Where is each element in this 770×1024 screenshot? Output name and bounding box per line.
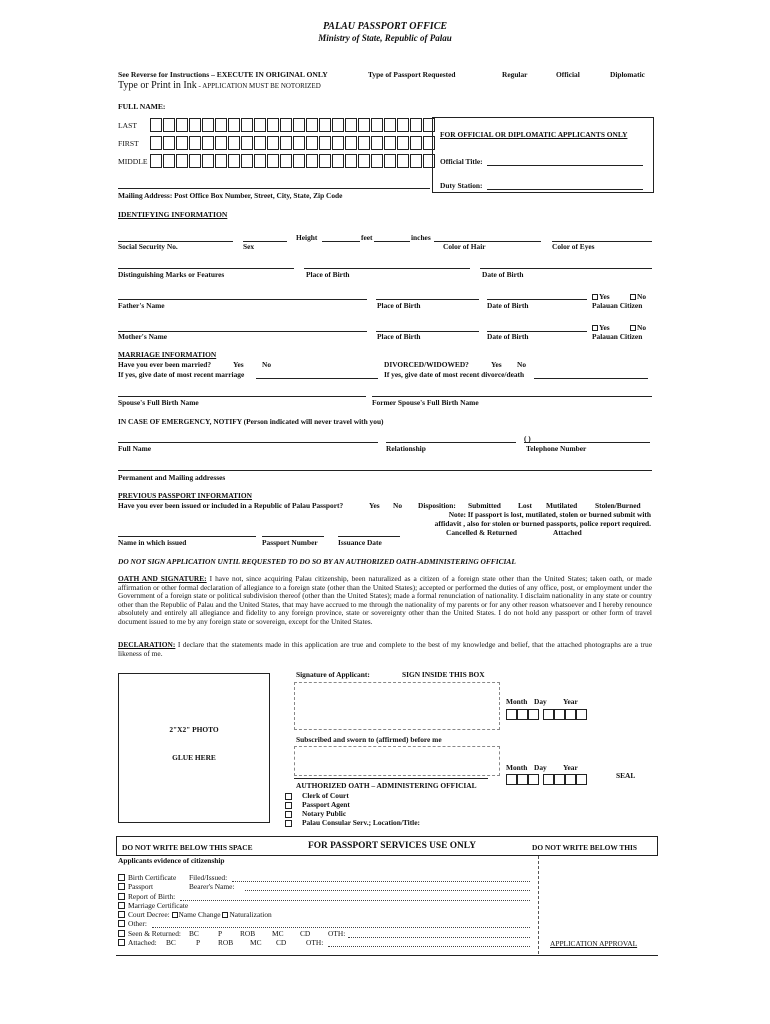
official-title-label: Official Title: [440, 157, 483, 166]
seen-bc[interactable]: BC [189, 929, 199, 938]
notary-checkbox[interactable] [285, 811, 292, 818]
mailing-address-label: Mailing Address: Post Office Box Number, Street, City, State, Zip Code [118, 191, 343, 200]
evidence-heading: Applicants evidence of citizenship [118, 856, 225, 865]
ssn-label: Social Security No. [118, 242, 178, 251]
former-spouse-label: Former Spouse's Full Birth Name [372, 398, 479, 407]
height-inches-field[interactable] [374, 241, 410, 242]
emergency-phone-label: Telephone Number [526, 444, 587, 453]
height-label: Height [296, 233, 318, 242]
checkbox-icon[interactable] [592, 294, 598, 300]
bearer-field[interactable] [245, 890, 530, 891]
marriage-cert-label: Marriage Certificate [128, 901, 189, 910]
filed-label: Filed/Issued: [189, 873, 228, 882]
mailing-address-field[interactable] [118, 188, 430, 189]
sworn-year-label: Year [563, 763, 578, 772]
option-diplomatic[interactable]: Diplomatic [610, 70, 645, 79]
sworn-month-label: Month [506, 763, 528, 772]
father-citizen-no[interactable]: No [630, 293, 646, 300]
former-spouse-field[interactable] [372, 396, 652, 397]
other-checkbox[interactable] [118, 920, 125, 927]
other-field[interactable] [152, 927, 530, 928]
seen-returned-label: Seen & Returned: [128, 929, 181, 938]
other-label: Other: [128, 919, 147, 928]
consular-label: Palau Consular Serv.; Location/Title: [302, 818, 420, 827]
oath-paragraph [118, 575, 652, 626]
form-subtitle: Ministry of State, Republic of Palau [318, 33, 452, 43]
married-no[interactable]: No [262, 360, 272, 369]
previous-passport-question: Have you ever been issued or included in a Republic of Palau Passport? [118, 501, 344, 510]
signature-box[interactable] [294, 682, 500, 730]
clerk-checkbox[interactable] [285, 793, 292, 800]
attached-label: Attached: [128, 938, 157, 947]
sign-year-label: Year [563, 697, 578, 706]
do-not-write-right: DO NOT WRITE BELOW THIS [532, 843, 638, 852]
agent-label: Passport Agent [302, 800, 350, 809]
emergency-heading: IN CASE OF EMERGENCY, NOTIFY (Person indicated will never travel with you) [118, 417, 384, 426]
sign-inside-label: SIGN INSIDE THIS BOX [402, 670, 485, 679]
do-not-sign-warning: DO NOT SIGN APPLICATION UNTIL REQUESTED TO DO SO BY AN AUTHORIZED OATH-ADMINISTERING OFFICIAL [118, 557, 516, 566]
report-label: Report of Birth: [128, 892, 176, 901]
instructions-line: See Reverse for Instructions – EXECUTE IN ORIGINAL ONLY [118, 70, 328, 79]
passport-number-label: Passport Number [262, 538, 318, 547]
glue-here-label: GLUE HERE [172, 753, 216, 762]
attached-bc[interactable]: BC [166, 938, 176, 947]
photo-box[interactable] [118, 673, 270, 823]
form-bottom-line [116, 955, 658, 956]
issuance-date-label: Issuance Date [338, 538, 382, 547]
filed-field[interactable] [232, 881, 530, 882]
divorced-no[interactable]: No [517, 360, 527, 369]
sworn-date-cells[interactable] [506, 774, 587, 785]
name-issued-label: Name in which issued [118, 538, 187, 547]
lost-note-1: Note: If passport is lost, mutilated, stolen or burned submit with [448, 510, 651, 519]
checkbox-icon[interactable] [222, 912, 228, 918]
father-name-label: Father's Name [118, 301, 165, 310]
court-checkbox[interactable] [118, 911, 125, 918]
mother-citizen-label: Palauan Citizen [592, 332, 643, 341]
marks-field[interactable] [118, 268, 294, 269]
middle-name-label: MIDDLE [118, 157, 148, 166]
birth-place-label: Place of Birth [306, 270, 350, 279]
name-issued-field[interactable] [118, 536, 256, 537]
form-title: PALAU PASSPORT OFFICE [322, 21, 448, 32]
father-birth-place-field[interactable] [376, 299, 479, 300]
seal-label: SEAL [616, 771, 636, 780]
previous-no[interactable]: No [393, 501, 403, 510]
attached-mc[interactable]: MC [250, 938, 262, 947]
eyes-label: Color of Eyes [552, 242, 595, 251]
ever-married-label: Have you ever been married? [118, 360, 212, 369]
last-name-cells[interactable] [150, 118, 436, 132]
mother-name-label: Mother's Name [118, 332, 168, 341]
photo-size-label: 2"X2" PHOTO [169, 725, 219, 734]
declaration-paragraph [118, 641, 652, 658]
emergency-address-label: Permanent and Mailing addresses [118, 473, 226, 482]
attached-rob[interactable]: ROB [218, 938, 234, 947]
duty-station-field[interactable] [487, 189, 643, 190]
birth-cert-checkbox[interactable] [118, 874, 125, 881]
marriage-date-field[interactable] [256, 378, 378, 379]
father-birth-date-label: Date of Birth [487, 301, 529, 310]
attached-checkbox[interactable] [118, 939, 125, 946]
disposition-mutilated[interactable]: Mutilated [546, 501, 578, 510]
official-signature-box[interactable] [294, 746, 500, 776]
sign-day-label: Day [534, 697, 547, 706]
last-name-label: LAST [118, 121, 137, 130]
seen-p[interactable]: P [218, 929, 223, 938]
father-citizen-yes[interactable]: Yes [592, 293, 610, 300]
birth-date-label: Date of Birth [482, 270, 524, 279]
emergency-relationship-field[interactable] [386, 442, 516, 443]
identifying-heading: IDENTIFYING INFORMATION [118, 210, 228, 219]
duty-station-label: Duty Station: [440, 181, 483, 190]
office-use-title: FOR PASSPORT SERVICES USE ONLY [308, 841, 476, 851]
attached-cd[interactable]: CD [276, 938, 287, 947]
middle-name-cells[interactable] [150, 154, 436, 168]
seen-rob[interactable]: ROB [240, 929, 256, 938]
seen-oth-field[interactable] [348, 937, 530, 938]
option-official[interactable]: Official [556, 70, 580, 79]
authorized-official-label: AUTHORIZED OATH – ADMINISTERING OFFICIAL [296, 781, 477, 790]
spouse-name-label: Spouse's Full Birth Name [118, 398, 199, 407]
attached-oth-field[interactable] [328, 946, 530, 947]
option-regular[interactable]: Regular [502, 70, 528, 79]
marriage-heading: MARRIAGE INFORMATION [118, 350, 217, 359]
oath-label: OATH AND SIGNATURE: [118, 574, 207, 583]
oath-text: I have not, since acquiring Palau citizenship, been naturalized as a citizen of a foreign state other than the United States; taken oath, or made affirmation or other formal declaration of allegiance to a foreign state (other than the United States); accepted or performed the duties of any office, post, or employment under the Government of a foreign state or political subdivision thereof (other than the United States); made a formal renunciation of nationality. I disclaim nationality in any state or country other than the Republic of Palau and the United States, that may have accrued to me through the nationality of my parents or for any other reason whatsoever and I hereby renounce absolutely and entirely all allegiance and fidelity to any foreign province, state or sovereignty other than the United States. I do not hold any passport or other form of travel document issued to me by any foreign state or sovereign, except for the United States. [118, 574, 652, 626]
checkbox-icon[interactable] [592, 325, 598, 331]
divorced-label: DIVORCED/WIDOWED? [384, 360, 469, 369]
disposition-lost[interactable]: Lost [518, 501, 532, 510]
checkbox-icon[interactable] [172, 912, 178, 918]
emergency-relationship-label: Relationship [386, 444, 426, 453]
height-feet-field[interactable] [322, 241, 360, 242]
passport-number-field[interactable] [262, 536, 324, 537]
court-decree-label: Court Decree: Name Change Naturalization [128, 910, 272, 919]
attached-oth-label: OTH: [306, 938, 324, 947]
father-citizen-label: Palauan Citizen [592, 301, 643, 310]
sex-label: Sex [243, 242, 255, 251]
hair-label: Color of Hair [443, 242, 486, 251]
attached-p[interactable]: P [196, 938, 201, 947]
sworn-label: Subscribed and sworn to (affirmed) before me [296, 735, 442, 744]
seen-cd[interactable]: CD [300, 929, 311, 938]
marks-label: Distinguishing Marks or Features [118, 270, 225, 279]
report-field[interactable] [180, 900, 530, 901]
clerk-label: Clerk of Court [302, 791, 349, 800]
first-name-cells[interactable] [150, 136, 436, 150]
application-approval-label: APPLICATION APPROVAL [550, 939, 638, 948]
approval-divider [538, 856, 539, 954]
sworn-day-label: Day [534, 763, 547, 772]
birth-date-field[interactable] [480, 268, 652, 269]
divorced-yes[interactable]: Yes [491, 360, 502, 369]
mother-birth-date-label: Date of Birth [487, 332, 529, 341]
cancelled-returned[interactable]: Cancelled & Returned [446, 528, 518, 537]
declaration-text: I declare that the statements made in this application are true and complete to the best of my knowledge and belief, that the attached photographs are a true likeness of me. [118, 640, 652, 658]
birth-place-field[interactable] [304, 268, 470, 269]
married-yes[interactable]: Yes [233, 360, 244, 369]
mother-citizen-yes[interactable]: Yes [592, 324, 610, 331]
divorce-date-field[interactable] [534, 378, 648, 379]
passport-type-label: Type of Passport Requested [368, 70, 456, 79]
marriage-cert-checkbox[interactable] [118, 902, 125, 909]
spouse-name-field[interactable] [118, 396, 366, 397]
bearer-label: Bearer's Name: [189, 882, 235, 891]
emergency-address-field[interactable] [118, 470, 652, 471]
seen-returned-checkbox[interactable] [118, 930, 125, 937]
checkbox-icon[interactable] [630, 325, 636, 331]
birth-cert-label: Birth Certificate [128, 873, 177, 882]
emergency-name-label: Full Name [118, 444, 152, 453]
mother-birth-place-label: Place of Birth [377, 332, 421, 341]
passport-evidence-label: Passport [128, 882, 154, 891]
emergency-phone-field[interactable] [524, 442, 650, 443]
do-not-write-left: DO NOT WRITE BELOW THIS SPACE [122, 843, 253, 852]
previous-yes[interactable]: Yes [369, 501, 380, 510]
signature-label: Signature of Applicant: [296, 670, 370, 679]
seen-oth-label: OTH: [328, 929, 346, 938]
inches-label: inches [411, 233, 431, 242]
feet-label: feet [361, 233, 373, 242]
emergency-name-field[interactable] [118, 442, 378, 443]
consular-checkbox[interactable] [285, 820, 292, 827]
attached-option[interactable]: Attached [553, 528, 582, 537]
marriage-date-label: If yes, give date of most recent marriage [118, 370, 245, 379]
sign-month-label: Month [506, 697, 528, 706]
sign-date-cells[interactable] [506, 709, 587, 720]
declaration-label: DECLARATION: [118, 640, 176, 649]
agent-checkbox[interactable] [285, 802, 292, 809]
father-birth-place-label: Place of Birth [377, 301, 421, 310]
issuance-date-field[interactable] [338, 536, 400, 537]
official-title-field[interactable] [487, 165, 643, 166]
notary-label: Notary Public [302, 809, 347, 818]
official-box-title: FOR OFFICIAL OR DIPLOMATIC APPLICANTS ONLY [440, 130, 628, 139]
father-birth-date-field[interactable] [487, 299, 587, 300]
checkbox-icon[interactable] [630, 294, 636, 300]
first-name-label: FIRST [118, 139, 139, 148]
divorce-date-label: If yes, give date of most recent divorce/death [384, 370, 525, 379]
disposition-stolen[interactable]: Stolen/Burned [595, 501, 641, 510]
disposition-label: Disposition: [418, 501, 456, 510]
father-name-field[interactable] [118, 299, 367, 300]
seen-mc[interactable]: MC [272, 929, 284, 938]
official-line [294, 778, 488, 779]
full-name-label: FULL NAME: [118, 102, 166, 111]
previous-passport-heading: PREVIOUS PASSPORT INFORMATION [118, 491, 253, 500]
passport-checkbox[interactable] [118, 883, 125, 890]
type-print-line: Type or Print in Ink - APPLICATION MUST BE NOTORIZED [118, 80, 321, 91]
mother-citizen-no[interactable]: No [630, 324, 646, 331]
disposition-submitted[interactable]: Submitted [468, 501, 501, 510]
report-checkbox[interactable] [118, 893, 125, 900]
lost-note-2: affidavit , also for stolen or burned passports, police report required. [434, 519, 651, 528]
phone-area-code: ( ) [524, 434, 531, 443]
